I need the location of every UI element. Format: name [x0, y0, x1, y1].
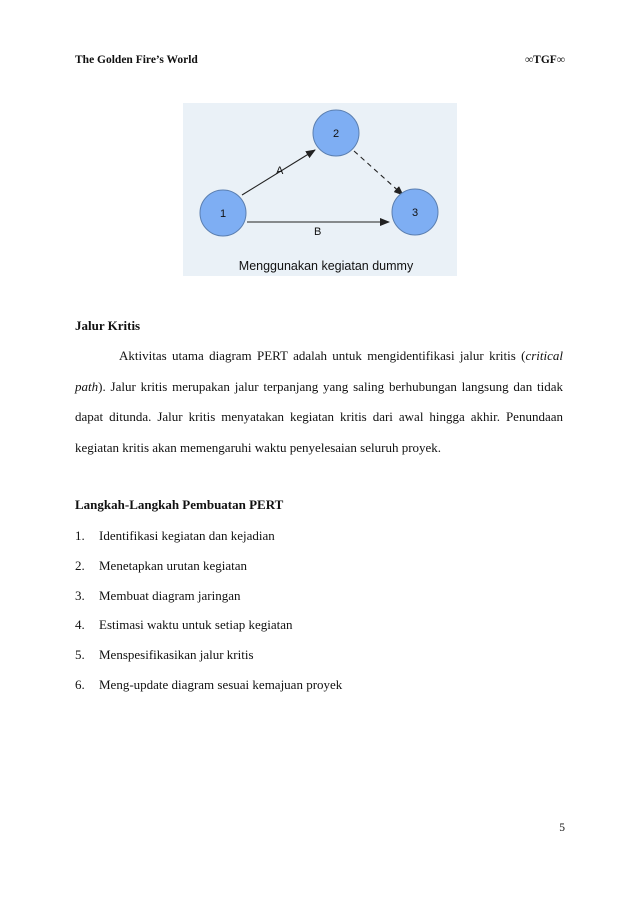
- list-item: [75, 645, 342, 675]
- paragraph-line-2: [75, 372, 563, 403]
- page-header-logo: ∞TGF∞: [524, 54, 565, 66]
- edge-b-label: B: [314, 226, 322, 238]
- list-item: [75, 526, 342, 556]
- line-3-text: dapat ditunda. Jalur kritis menyatakan kegiatan kritis dari awal hingga akhir. Penundaan: [75, 409, 563, 424]
- step-number: 1.: [75, 528, 85, 543]
- line-1-italic: critical: [525, 348, 563, 363]
- step-text: Menetapkan urutan kegiatan: [99, 557, 247, 573]
- step-text: Estimasi waktu untuk setiap kegiatan: [99, 617, 293, 633]
- line-1-text: Aktivitas utama diagram PERT adalah untuk mengidentifikasi jalur kritis (: [119, 348, 526, 363]
- step-text: Meng-update diagram sesuai kemajuan proyek: [99, 676, 343, 692]
- line-2-tail: ). Jalur kritis merupakan jalur terpanjang yang saling berhubungan langsung dan tidak: [98, 378, 563, 394]
- step-number: 5.: [75, 647, 85, 663]
- line-2-italic: path: [75, 378, 99, 394]
- pert-diagram-figure: [183, 103, 457, 276]
- list-item: [75, 556, 342, 586]
- node-2: [313, 110, 359, 156]
- step-number: 3.: [75, 587, 85, 603]
- list-item: [75, 675, 342, 705]
- node-1: [200, 190, 246, 236]
- node-2-label: 2: [332, 128, 340, 140]
- step-text: Identifikasi kegiatan dan kejadian: [99, 528, 275, 543]
- list-item: [75, 586, 342, 616]
- step-text: Menspesifikasikan jalur kritis: [99, 647, 254, 663]
- list-item: [75, 615, 342, 645]
- pert-diagram: [183, 103, 457, 276]
- node-3: [392, 189, 438, 235]
- paragraph-jalur-kritis: [75, 341, 563, 463]
- page-number: 5: [559, 822, 565, 834]
- node-3-label: 3: [411, 207, 419, 219]
- figure-caption: Menggunakan kegiatan dummy: [238, 259, 414, 273]
- step-number: 4.: [75, 617, 85, 633]
- section-title-langkah: Langkah-Langkah Pembuatan PERT: [75, 497, 284, 512]
- edge-a-label: A: [276, 165, 284, 177]
- step-number: 2.: [75, 557, 85, 573]
- line-4-text: kegiatan kritis akan memengaruhi waktu penyelesaian seluruh proyek.: [75, 439, 442, 455]
- section-title-jalur-kritis: Jalur Kritis: [75, 318, 141, 333]
- step-number: 6.: [75, 676, 85, 692]
- page-header-title: The Golden Fire’s World: [75, 54, 198, 66]
- step-text: Membuat diagram jaringan: [99, 587, 241, 603]
- steps-list: [75, 526, 342, 705]
- paragraph-line-4: [75, 433, 563, 464]
- node-1-label: 1: [219, 208, 227, 220]
- paragraph-line-3: [75, 402, 563, 433]
- paragraph-line-1: [75, 341, 563, 372]
